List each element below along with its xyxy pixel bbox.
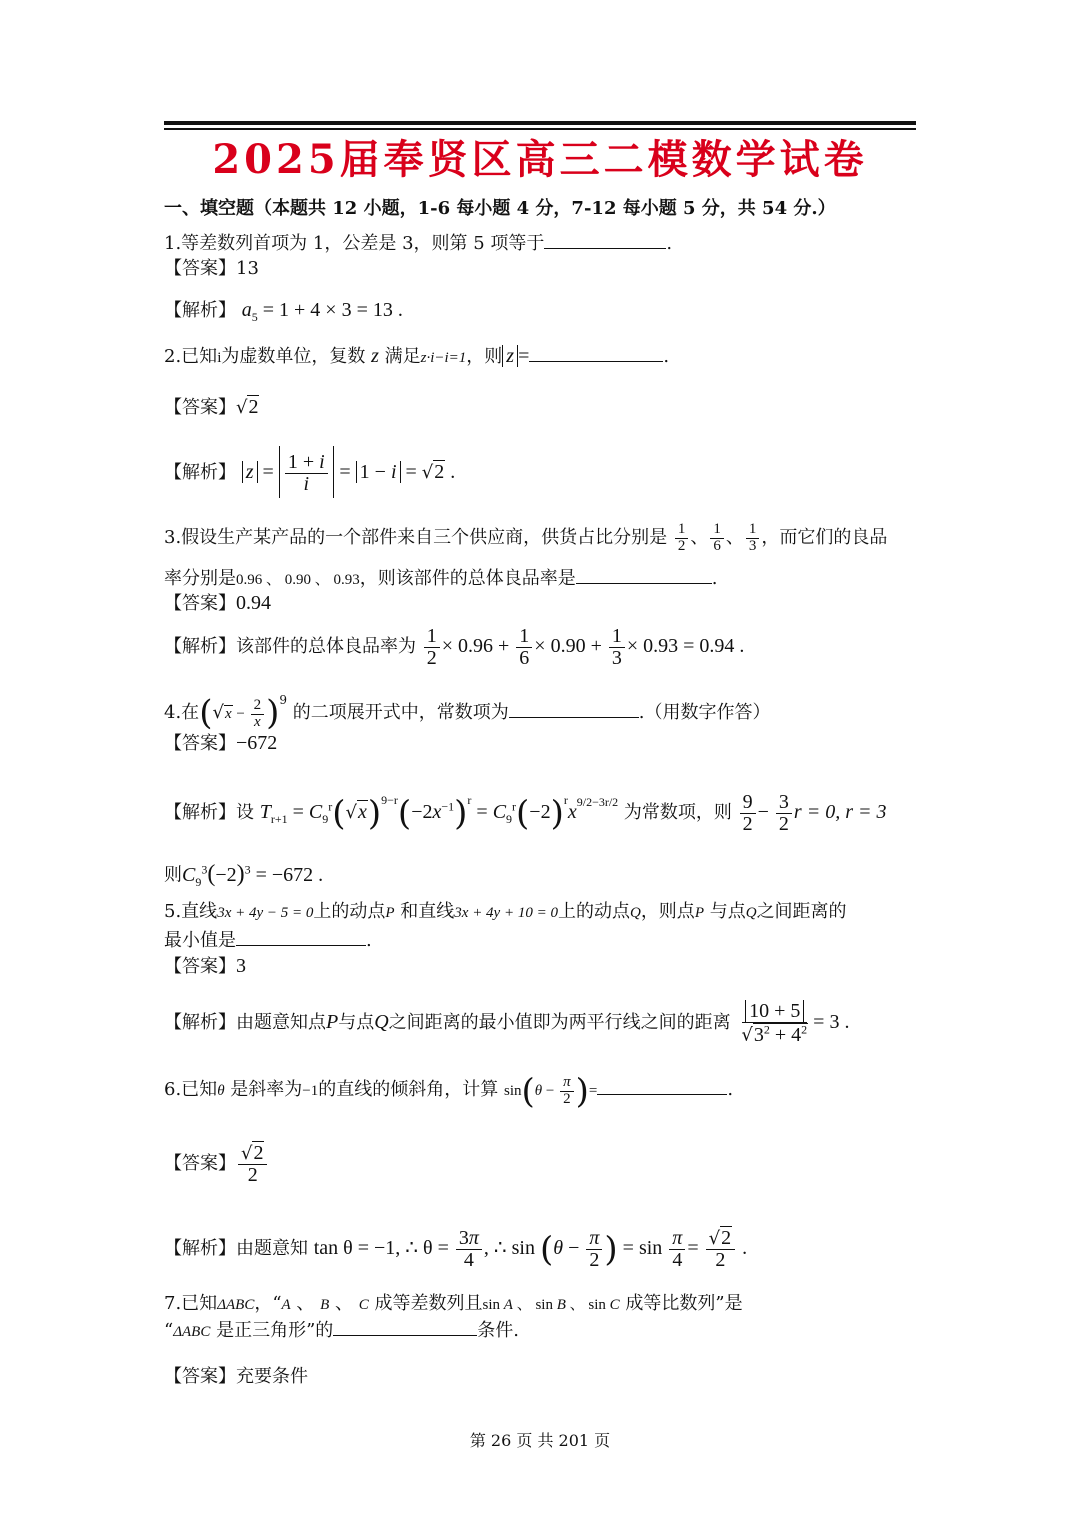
section-heading: 一、填空题（本题共 12 小题，1-6 每小题 4 分，7-12 每小题 5 分，共 54 分.） <box>164 198 836 219</box>
answer-blank <box>333 1317 477 1336</box>
question-5: 5.直线3x + 4y − 5 = 0上的动点P 和直线3x + 4y + 10 = 0上的动点Q，则点P 与点Q之间距离的 <box>164 901 847 922</box>
answer-1: 【答案】13 <box>164 258 259 279</box>
question-3: 3.假设生产某产品的一个部件来自三个供应商，供货占比分别是 $\frac{1}{2}$ 、 $\frac{1}{6}$ 、 $\frac{1}{3}$ ，而它们的良品 <box>164 520 888 554</box>
question-5-cont: 最小值是 . <box>164 927 372 954</box>
analysis-6: 【解析】由题意知 tan θ = −1, ∴ θ = $\frac{3\pi}{4}$ , ∴ sin (θ − $\frac{\pi}{2}$ ) = sin $\frac{\pi}{4}$ = $\frac{√2}{2}$ . <box>164 1226 748 1271</box>
answer-7: 【答案】充要条件 <box>164 1366 308 1387</box>
question-6: 6.已知θ 是斜率为−1的直线的倾斜角，计算 sin(θ − $\frac{\pi}{2}$ )= . <box>164 1071 734 1112</box>
answer-blank <box>529 343 663 362</box>
question-7-cont: “ΔABC 是正三角形”的 条件. <box>164 1317 519 1345</box>
analysis-4-conclusion: 则$C_9^3(-2)^3 = -672$ . <box>164 860 324 889</box>
answer-5: 【答案】3 <box>164 955 246 977</box>
answer-3: 【答案】0.94 <box>164 592 271 614</box>
answer-blank <box>576 565 712 584</box>
analysis-3: 【解析】该部件的总体良品率为 $\frac{1}{2}$ × 0.96 + $\frac{1}{6}$ × 0.90 + $\frac{1}{3}$ × 0.93 = 0.94 . <box>164 624 745 669</box>
answer-2: 【答案】√2 <box>164 396 259 418</box>
analysis-2: 【解析】 z = $\frac{1 + i}{i}$ = 1 − i = √2 . <box>164 446 455 499</box>
page-title: 2025届奉贤区高三二模数学试卷 <box>212 136 868 183</box>
question-1: 1.等差数列首项为 1，公差是 3，则第 5 项等于 . <box>164 230 672 257</box>
page-footer: 第 26 页 共 201 页 <box>469 1431 611 1450</box>
answer-6: 【答案】 $\frac{√2}{2}$ <box>164 1136 269 1191</box>
answer-blank <box>597 1076 727 1095</box>
analysis-5: 【解析】由题意知点P与点Q之间距离的最小值即为两平行线之间的距离 $\frac{10 + 5}{√3^2 + 4^2}$ = 3 . <box>164 1000 850 1046</box>
analysis-4: 【解析】设 $T_{r+1} = C_9^r(√x)^{9-r}(-2x^{-1})^r = C_9^r(-2)^rx^{9/2-3r/2}$ 为常数项，则 $\frac{9}{2}$ − $\frac{3}{2}$ r = 0, r = 3 <box>164 790 887 835</box>
answer-blank <box>509 699 639 718</box>
answer-blank <box>236 927 366 946</box>
top-rule-thick <box>164 121 916 125</box>
question-3-cont: 率分别是0.96 、 0.90 、 0.93，则该部件的总体良品率是 . <box>164 565 718 593</box>
answer-4: 【答案】−672 <box>164 732 278 754</box>
question-7: 7.已知ΔABC，“A 、 B 、 C 成等差数列且sin A 、 sin B 、 sin C 成等比数列”是 <box>164 1293 743 1314</box>
analysis-1: 【解析】 $a_5 = 1 + 4 \times 3 = 13$ . <box>164 299 403 324</box>
question-2: 2.已知i为虚数单位，复数 z 满足z·i−i=1，则 z = . <box>164 345 670 367</box>
top-rule-thin <box>164 128 916 130</box>
question-4: 4.在(√x − $\frac{2}{x}$ )$^9$ 的二项展开式中，常数项为 .（用数字作答） <box>164 693 771 733</box>
answer-blank <box>544 230 666 249</box>
